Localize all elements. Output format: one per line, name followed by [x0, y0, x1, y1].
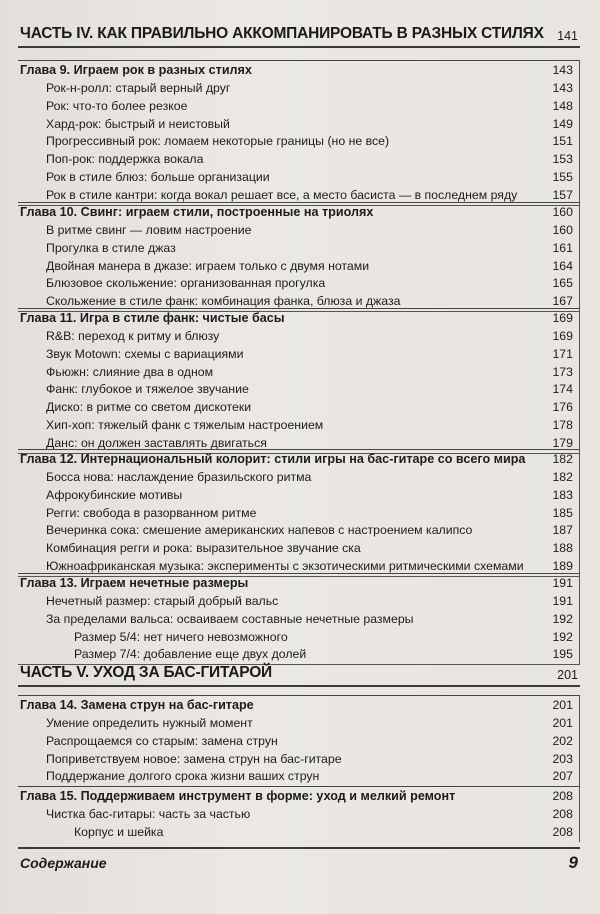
- toc-subitem[interactable]: [18, 646, 579, 664]
- chapter-title: Глава 9. Играем рок в разных стилях: [20, 63, 252, 77]
- chapter-title: Глава 10. Свинг: играем стили, построенные на триолях: [20, 205, 374, 219]
- page-number: 189: [552, 558, 573, 573]
- toc-item[interactable]: [18, 469, 579, 487]
- toc-item[interactable]: [18, 487, 579, 505]
- item-text: Умение определить нужный момент: [46, 716, 253, 730]
- page-number: 161: [552, 240, 573, 255]
- page-number: 195: [552, 647, 573, 662]
- toc-subitem[interactable]: [18, 824, 579, 842]
- page-number: 201: [552, 716, 573, 730]
- part-title: ЧАСТЬ IV. КАК ПРАВИЛЬНО АККОМПАНИРОВАТЬ В РАЗНЫХ СТИЛЯХ: [20, 25, 544, 42]
- page-number: 187: [552, 523, 573, 538]
- page-number: 167: [552, 294, 573, 309]
- page-number: 191: [552, 594, 573, 608]
- toc-item[interactable]: [18, 364, 579, 382]
- page-number: 201: [552, 698, 573, 712]
- chapter-title-row[interactable]: [18, 787, 579, 806]
- page-number: 149: [552, 116, 573, 131]
- chapter-9: [18, 60, 580, 206]
- part-title: ЧАСТЬ V. УХОД ЗА БАС-ГИТАРОЙ: [20, 664, 272, 681]
- toc-item[interactable]: [18, 417, 579, 435]
- page-number: 208: [552, 824, 573, 839]
- item-text: В ритме свинг — ловим настроение: [46, 223, 252, 237]
- page-number: 208: [552, 789, 573, 803]
- item-text: Данс: он должен заставлять двигаться: [46, 435, 267, 450]
- chapter-10: [18, 202, 580, 312]
- page-number: 183: [552, 487, 573, 502]
- page-number: 171: [552, 346, 573, 361]
- page-number: 169: [552, 329, 573, 343]
- item-text: Фанк: глубокое и тяжелое звучание: [46, 382, 249, 397]
- chapter-11: [18, 308, 580, 454]
- item-text: Вечеринка сока: смешение американских напевов с настроением калипсо: [46, 523, 473, 538]
- item-text: Нечетный размер: старый добрый вальс: [46, 594, 279, 608]
- page-number: 192: [552, 611, 573, 626]
- toc-item[interactable]: [18, 593, 579, 611]
- chapter-title-row[interactable]: [18, 450, 579, 469]
- page-number: 188: [552, 541, 573, 556]
- chapter-title-row[interactable]: [18, 61, 579, 80]
- item-text: Рок в стиле блюз: больше организации: [46, 169, 270, 184]
- chapter-title-row[interactable]: [18, 574, 579, 593]
- part-4-heading: [18, 24, 580, 48]
- part-5-heading: [18, 663, 580, 687]
- page-number: 182: [552, 470, 573, 484]
- toc-item[interactable]: [18, 169, 579, 187]
- footer-label: Содержание: [20, 855, 107, 871]
- chapter-title: Глава 14. Замена струн на бас-гитаре: [20, 698, 254, 712]
- item-text: Рок в стиле кантри: когда вокал решает все, а место басиста — в последнем ряду: [46, 187, 518, 202]
- page-number: 165: [552, 276, 573, 291]
- item-text: R&B: переход к ритму и блюзу: [46, 329, 220, 343]
- page-number: 202: [552, 733, 573, 748]
- page-number: 208: [552, 807, 573, 821]
- item-text: Прогрессивный рок: ломаем некоторые границы (но не все): [46, 134, 390, 149]
- toc-item[interactable]: [18, 505, 579, 523]
- part-page: 141: [557, 29, 578, 43]
- page-number: 153: [552, 152, 573, 167]
- item-text: Южноафриканская музыка: эксперименты с экзотическими ритмическими схемами: [46, 558, 524, 573]
- toc-item[interactable]: [18, 540, 579, 558]
- toc-item[interactable]: [18, 806, 579, 824]
- toc-item[interactable]: [18, 98, 579, 116]
- page-number: 164: [552, 258, 573, 273]
- item-text: Двойная манера в джазе: играем только с двумя нотами: [46, 258, 370, 273]
- item-text: Поприветствуем новое: замена струн на бас-гитаре: [46, 751, 342, 766]
- item-text: Рок-н-ролл: старый верный друг: [46, 81, 231, 95]
- chapter-15: [18, 786, 580, 842]
- page-number: 143: [552, 81, 573, 95]
- item-text: Звук Motown: схемы с вариациями: [46, 346, 244, 361]
- chapter-title: Глава 12. Интернациональный колорит: стили игры на бас-гитаре со всего мира: [20, 452, 526, 466]
- toc-item[interactable]: [18, 522, 579, 540]
- part-page: 201: [557, 668, 578, 682]
- toc-item[interactable]: [18, 611, 579, 629]
- item-text: Хип-хоп: тяжелый фанк с тяжелым настроением: [46, 417, 324, 432]
- item-text: Босса нова: наслаждение бразильского ритма: [46, 470, 312, 484]
- chapter-title: Глава 13. Играем нечетные размеры: [20, 576, 249, 590]
- chapter-title: Глава 11. Игра в стиле фанк: чистые басы: [20, 311, 285, 325]
- item-text: Хард-рок: быстрый и неистовый: [46, 116, 230, 131]
- page-number: 176: [552, 400, 573, 415]
- toc-item[interactable]: [18, 133, 579, 151]
- chapter-title-row[interactable]: [18, 203, 579, 222]
- item-text: Диско: в ритме со светом дискотеки: [46, 400, 252, 415]
- page-number: 207: [552, 769, 573, 784]
- item-text: Афрокубинские мотивы: [46, 487, 183, 502]
- chapter-13: [18, 573, 580, 665]
- page-number: 151: [552, 134, 573, 149]
- item-text: Прогулка в стиле джаз: [46, 240, 176, 255]
- page-number: 169: [552, 311, 573, 325]
- page-number: 160: [552, 223, 573, 237]
- chapter-title: Глава 15. Поддерживаем инструмент в форме: уход и мелкий ремонт: [20, 789, 456, 803]
- toc-item[interactable]: [18, 751, 579, 769]
- item-text: За пределами вальса: осваиваем составные нечетные размеры: [46, 611, 414, 626]
- chapter-title-row[interactable]: [18, 309, 579, 328]
- footer-page-number: 9: [568, 853, 578, 872]
- toc-subitem[interactable]: [18, 629, 579, 647]
- page-number: 182: [552, 452, 573, 466]
- page-number: 157: [552, 187, 573, 202]
- toc-item[interactable]: [18, 240, 579, 258]
- page-number: 143: [552, 63, 573, 77]
- item-text: Размер 7/4: добавление еще двух долей: [74, 647, 307, 662]
- page-number: 178: [552, 417, 573, 432]
- page-number: 191: [552, 576, 573, 590]
- item-text: Рок: что-то более резкое: [46, 98, 188, 113]
- item-text: Корпус и шейка: [74, 824, 164, 839]
- toc-item[interactable]: [18, 80, 579, 98]
- item-text: Скольжение в стиле фанк: комбинация фанка, блюза и джаза: [46, 294, 401, 309]
- toc-item[interactable]: [18, 258, 579, 276]
- item-text: Чистка бас-гитары: часть за частью: [46, 807, 251, 821]
- page-number: 192: [552, 629, 573, 644]
- toc-item[interactable]: [18, 116, 579, 134]
- chapter-14: [18, 695, 580, 787]
- toc-item[interactable]: [18, 715, 579, 733]
- toc-item[interactable]: [18, 222, 579, 240]
- toc-item[interactable]: [18, 381, 579, 399]
- item-text: Распрощаемся со старым: замена струн: [46, 733, 278, 748]
- page-number: 155: [552, 169, 573, 184]
- item-text: Поп-рок: поддержка вокала: [46, 152, 204, 167]
- item-text: Регги: свобода в разорванном ритме: [46, 505, 257, 520]
- toc-item[interactable]: [18, 275, 579, 293]
- page-number: 148: [552, 98, 573, 113]
- toc-item[interactable]: [18, 399, 579, 417]
- page-number: 173: [552, 364, 573, 379]
- item-text: Комбинация регги и рока: выразительное звучание ска: [46, 541, 361, 556]
- item-text: Размер 5/4: нет ничего невозможного: [74, 629, 288, 644]
- toc-item[interactable]: [18, 151, 579, 169]
- toc-item[interactable]: [18, 768, 579, 786]
- page-footer: [18, 847, 580, 879]
- page-number: 179: [552, 435, 573, 450]
- item-text: Фьюжн: слияние два в одном: [46, 364, 214, 379]
- page-number: 203: [552, 751, 573, 766]
- toc-item[interactable]: [18, 328, 579, 346]
- toc-item[interactable]: [18, 346, 579, 364]
- chapter-title-row[interactable]: [18, 696, 579, 715]
- page-number: 160: [552, 205, 573, 219]
- chapter-12: [18, 449, 580, 577]
- item-text: Блюзовое скольжение: организованная прогулка: [46, 276, 326, 291]
- page-number: 174: [552, 382, 573, 397]
- page-number: 185: [552, 505, 573, 520]
- item-text: Поддержание долгого срока жизни ваших струн: [46, 769, 320, 784]
- toc-item[interactable]: [18, 733, 579, 751]
